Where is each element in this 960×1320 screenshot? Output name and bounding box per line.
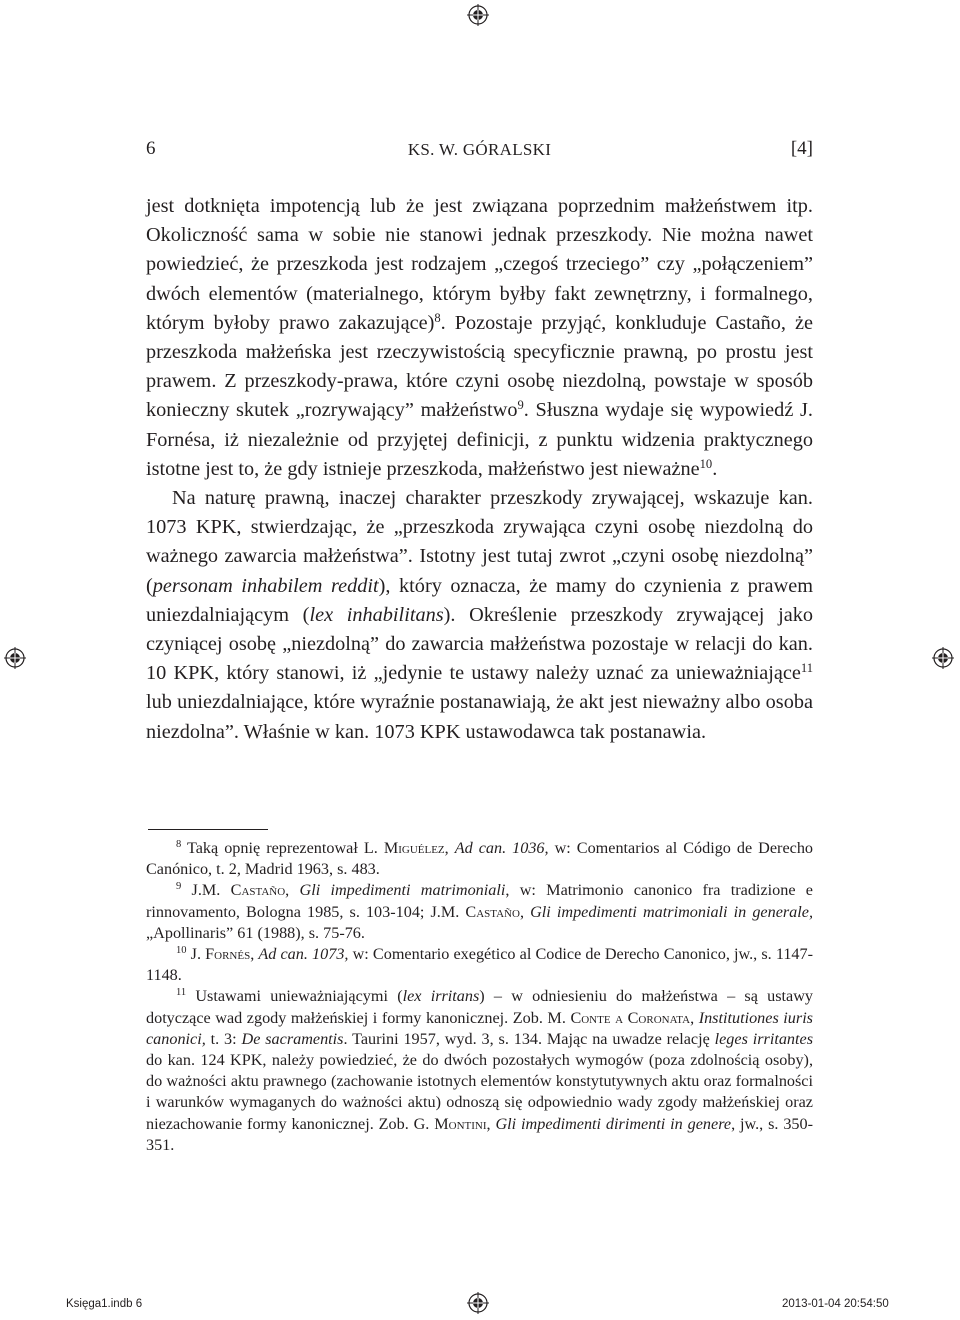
- work-title: Ad can. 1073,: [258, 945, 349, 964]
- text-run: Taką opnię reprezentował L.: [181, 839, 384, 857]
- text-run: ). Określenie przeszkody zrywającej jako czyniącej osobę „niezdolną” do zawarcia małżeństwa pozostaje w relacji do kan. 10 KPK, który stanowi, iż „jedynie te ustawy należy uznać za unieważniające: [146, 603, 813, 685]
- footnote-9: [146, 880, 813, 944]
- text-run: . Taurini 1957, wyd. 3, s. 134. Mając na uwadze relację: [343, 1029, 715, 1048]
- text-run: .: [712, 457, 718, 480]
- text-run: ,: [250, 945, 259, 964]
- work-title: De sacramentis: [241, 1029, 344, 1048]
- text-run: „Apollinaris” 61 (1988), s. 75-76.: [146, 923, 365, 942]
- text-run: ,: [690, 1008, 699, 1027]
- page-number: 6: [146, 138, 156, 159]
- footnote-10: [146, 944, 813, 986]
- footnote-number: 11: [176, 987, 187, 999]
- text-run: Ustawami unieważniającymi (: [186, 987, 403, 1006]
- text-run: J.M.: [181, 881, 231, 900]
- work-title: Gli impedimenti dirimenti in genere: [495, 1114, 732, 1133]
- footnote-ref-8[interactable]: 8: [434, 310, 441, 325]
- italic-term: personam inhabilem reddit: [152, 574, 379, 597]
- slug-filename: Księga1.indb 6: [66, 1298, 143, 1310]
- text-run: ) – w odniesieniu do małżeństwa – są ustawy dotyczące wad zgody małżeńskiej i formy kanonicznej. Zob. M.: [146, 987, 813, 1027]
- text-run: ,: [285, 881, 300, 900]
- footnote-8: [146, 838, 813, 880]
- footnote-ref-9[interactable]: 9: [517, 398, 524, 413]
- paragraph-1: [146, 192, 813, 484]
- text-run: do kan. 124 KPK, należy powiedzieć, że do dwóch pozostałych wymogów (poza zdolnością osoby), do ważności aktu prawnego (zachowanie istotnych elementów konstytutywnych aktu oraz formalności i warunków wymaganych do ważności aktu) odnoszą się odpowiednio wady zgody małżeńskiej oraz niezachowanie formy kanonicznej. Zob. G.: [146, 1051, 813, 1133]
- running-header: [146, 138, 813, 164]
- author-name: Montini: [434, 1114, 487, 1133]
- main-text: [146, 192, 813, 747]
- text-run: t. 3:: [205, 1029, 242, 1048]
- text-run: w: Comentario exegético al Codice de Derecho Canonico, jw., s. 1147-1148.: [146, 945, 814, 985]
- author-name: Miguélez: [383, 839, 445, 857]
- footnote-ref-11[interactable]: 11: [800, 661, 813, 676]
- italic-term: leges irritantes: [714, 1029, 814, 1048]
- text-run: , jw., s. 350-351.: [146, 1114, 814, 1154]
- text-run: , w: Matrimonio canonico fra tradizione e rinnovamento, Bologna 1985, s. 103-104; J.M.: [146, 881, 813, 921]
- text-run: . Pozostaje przyjąć, konkluduje Castaño, że przeszkoda małżeńska jest rzeczywistością specyficznie prawną, po prostu jest prawem. Z przeszkody-prawa, które czyni osobę niezdolną, powstaje w sposób konieczny skutek „rozrywający” małżeństwo: [146, 311, 813, 422]
- text-run: ), który oznacza, że mamy do czynienia z prawem uniezdalniającym (: [146, 574, 813, 626]
- text-run: jest dotknięta impotencją lub że jest związana poprzednim małżeństwem itp. Okoliczność sama w sobie nie stanowi jednak przeszkody. Nie można nawet powiedzieć, że przeszkoda jest rodzajem „czegoś trzeciego” czy „połączeniem” dwóch elementów (materialnego, którym byłby fakt zewnętrzny, i formalnego, którym byłoby prawo zakazujące): [146, 195, 813, 334]
- text-run: J.: [186, 945, 206, 964]
- registration-mark-bottom-icon: [467, 1292, 489, 1314]
- footnote-number: 9: [176, 881, 182, 893]
- text-run: . Słuszna wydaje się wypowiedź J. Fornésa, iż niezależnie od przyjętej definicji, z punktu widzenia praktycznego istotne jest to, że gdy istnieje przeszkoda, małżeństwo jest nieważne: [146, 399, 813, 480]
- running-head-author: KS. W. GÓRALSKI: [407, 140, 552, 159]
- italic-term: lex irritans: [402, 987, 480, 1006]
- registration-mark-left-icon: [4, 647, 26, 669]
- italic-term: lex inhabilitans: [309, 603, 444, 626]
- footnote-separator: [148, 829, 268, 830]
- slug-timestamp: 2013-01-04 20:54:50: [782, 1298, 889, 1310]
- text-run: ,: [519, 902, 531, 921]
- work-title: Gli impedimenti matrimoniali in generale,: [530, 902, 813, 921]
- text-run: Na naturę prawną, inaczej charakter przeszkody zrywającej, wskazuje kan. 1073 KPK, stwierdzając, że „przeszkoda zrywająca czyni osobę niezdolną do ważnego zawarcia małżeństwa”. Istotny jest tutaj zwrot „czyni osobę niezdolną” (: [146, 487, 813, 597]
- text-run: lub uniezdalniające, które wyraźnie postanawiają, że akt jest nieważny albo osoba niezdolna”. Właśnie w kan. 1073 KPK ustawodawca tak postanawia.: [146, 691, 813, 743]
- work-title: Institutiones iuris canonici,: [146, 1008, 813, 1048]
- registration-mark-top-icon: [467, 4, 489, 26]
- work-title: Ad can. 1036,: [454, 839, 549, 857]
- text-run: ,: [486, 1114, 496, 1133]
- section-marker: [4]: [790, 138, 813, 159]
- author-name: Conte a Coronata: [570, 1008, 691, 1027]
- author-name: Fornés: [205, 945, 251, 964]
- paragraph-2: [146, 484, 813, 747]
- author-name: Castaño: [230, 881, 286, 900]
- footnote-11: [146, 986, 813, 1156]
- footnote-number: 10: [176, 945, 187, 957]
- work-title: Gli impedimenti matrimoniali: [299, 881, 506, 900]
- text-run: ,: [444, 839, 455, 857]
- footnotes: [146, 838, 813, 1156]
- registration-mark-right-icon: [932, 647, 954, 669]
- text-run: w: Comentarios al Código de Derecho Canónico, t. 2, Madrid 1963, s. 483.: [146, 839, 814, 879]
- footnote-ref-10[interactable]: 10: [699, 456, 713, 471]
- author-name: Castaño: [465, 902, 520, 921]
- footnote-number: 8: [176, 839, 182, 851]
